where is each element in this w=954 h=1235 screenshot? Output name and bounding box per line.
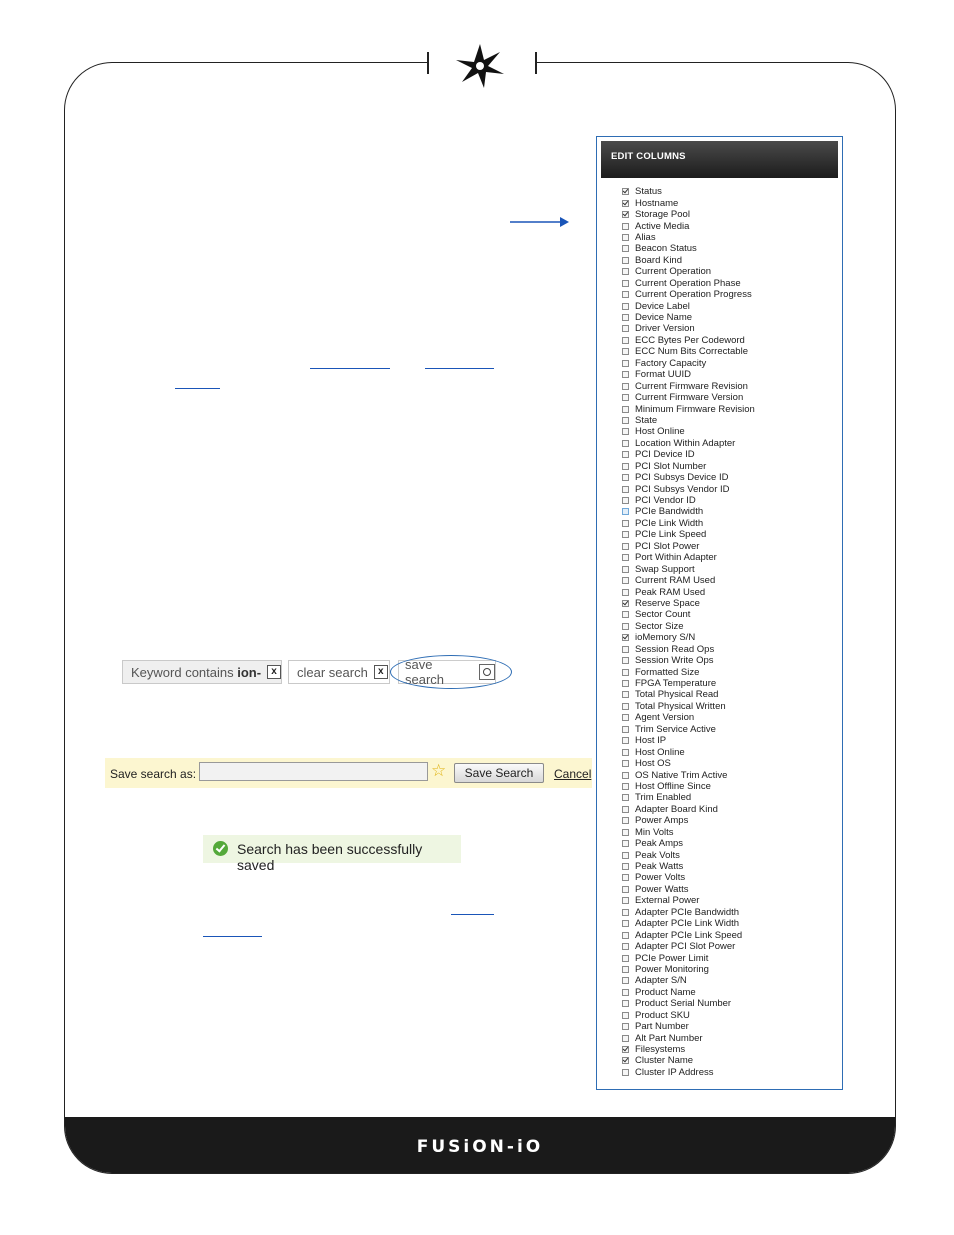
edit-columns-header: [601, 141, 838, 178]
column-option[interactable]: [622, 220, 755, 231]
column-label: Host Online: [635, 426, 685, 438]
column-checkbox[interactable]: [622, 577, 629, 584]
column-checkbox[interactable]: [622, 360, 629, 367]
column-option[interactable]: [622, 632, 755, 643]
column-label: Product Name: [635, 986, 696, 998]
column-label: Formatted Size: [635, 666, 700, 678]
column-checkbox[interactable]: [622, 760, 629, 767]
column-checkbox[interactable]: [622, 1035, 629, 1042]
column-label: Adapter PCIe Link Width: [635, 918, 740, 930]
column-option[interactable]: [622, 312, 755, 323]
column-label: Power Volts: [635, 872, 686, 884]
success-message-bar: [203, 835, 461, 873]
column-option[interactable]: [622, 461, 755, 472]
column-label: Total Physical Read: [635, 689, 719, 701]
column-checkbox[interactable]: [622, 955, 629, 962]
column-checkbox[interactable]: [622, 451, 629, 458]
column-option[interactable]: [622, 552, 755, 563]
column-checkbox[interactable]: [622, 1023, 629, 1030]
column-option[interactable]: [622, 472, 755, 483]
column-checkbox[interactable]: [622, 817, 629, 824]
save-search-submit-button[interactable]: Save Search: [454, 763, 544, 783]
column-label: Peak Volts: [635, 849, 680, 861]
column-checkbox[interactable]: [622, 943, 629, 950]
column-label: Total Physical Written: [635, 700, 726, 712]
column-label: State: [635, 414, 658, 426]
column-label: Hostname: [635, 197, 679, 209]
column-label: Current Operation: [635, 266, 712, 278]
check-circle-icon: [213, 841, 228, 856]
column-checkbox[interactable]: [622, 1046, 629, 1053]
column-checkbox[interactable]: [622, 737, 629, 744]
column-option[interactable]: [622, 575, 755, 586]
edit-columns-panel: [596, 136, 843, 1090]
column-label: Alt Part Number: [635, 1032, 703, 1044]
column-option[interactable]: [622, 895, 755, 906]
column-label: PCIe Bandwidth: [635, 506, 704, 518]
column-option[interactable]: [622, 449, 755, 460]
column-checkbox[interactable]: [622, 520, 629, 527]
fusion-io-star-icon: [450, 40, 510, 90]
column-checkbox[interactable]: [622, 977, 629, 984]
column-label: Trim Enabled: [635, 792, 692, 804]
column-label: Current Operation Phase: [635, 277, 741, 289]
column-option[interactable]: [622, 666, 755, 677]
column-option[interactable]: [622, 655, 755, 666]
clear-search-label: clear search: [297, 664, 368, 680]
column-checkbox[interactable]: [622, 497, 629, 504]
column-option[interactable]: [622, 197, 755, 208]
column-option[interactable]: [622, 243, 755, 254]
column-checkbox[interactable]: [622, 348, 629, 355]
footer-bar: [65, 1117, 895, 1173]
column-label: Factory Capacity: [635, 357, 707, 369]
column-label: FPGA Temperature: [635, 678, 717, 690]
column-option[interactable]: [622, 563, 755, 574]
column-checkbox[interactable]: [622, 989, 629, 996]
column-label: ECC Num Bits Correctable: [635, 346, 748, 358]
column-option[interactable]: [622, 769, 755, 780]
column-checkbox[interactable]: [622, 634, 629, 641]
column-option[interactable]: [622, 724, 755, 735]
link-underline: [175, 388, 220, 389]
column-label: Sector Count: [635, 609, 691, 621]
column-label: Status: [635, 186, 662, 198]
column-label: Board Kind: [635, 254, 683, 266]
column-option[interactable]: [622, 289, 755, 300]
frame-tick-right: [535, 52, 537, 74]
column-option[interactable]: [622, 438, 755, 449]
column-label: Driver Version: [635, 323, 695, 335]
column-label: Port Within Adapter: [635, 552, 717, 564]
column-label: Adapter Board Kind: [635, 803, 718, 815]
column-label: Device Label: [635, 300, 690, 312]
column-option[interactable]: [622, 300, 755, 311]
edit-columns-title: EDIT COLUMNS: [611, 151, 686, 162]
column-checkbox[interactable]: [622, 508, 629, 515]
column-checkbox[interactable]: [622, 646, 629, 653]
column-checkbox[interactable]: [622, 600, 629, 607]
column-label: ioMemory S/N: [635, 632, 696, 644]
arrow-right-icon: [510, 215, 570, 229]
column-option[interactable]: [622, 518, 755, 529]
column-checkbox[interactable]: [622, 486, 629, 493]
column-checkbox[interactable]: [622, 794, 629, 801]
column-label: Min Volts: [635, 826, 674, 838]
column-checkbox[interactable]: [622, 726, 629, 733]
column-checkbox[interactable]: [622, 714, 629, 721]
column-option[interactable]: [622, 838, 755, 849]
column-label: PCI Slot Number: [635, 460, 707, 472]
column-option[interactable]: [622, 815, 755, 826]
column-checkbox[interactable]: [622, 909, 629, 916]
column-checkbox[interactable]: [622, 669, 629, 676]
column-label: Agent Version: [635, 712, 695, 724]
column-checkbox[interactable]: [622, 554, 629, 561]
column-checkbox[interactable]: [622, 772, 629, 779]
column-label: Current Firmware Revision: [635, 380, 748, 392]
column-checkbox[interactable]: [622, 874, 629, 881]
column-label: Adapter PCIe Bandwidth: [635, 906, 740, 918]
column-option[interactable]: [622, 644, 755, 655]
column-option[interactable]: [622, 1010, 755, 1021]
column-option[interactable]: [622, 987, 755, 998]
success-message-text: Search has been successfully saved: [237, 841, 423, 873]
column-option[interactable]: [622, 1021, 755, 1032]
column-option[interactable]: [622, 1067, 755, 1078]
column-label: Adapter S/N: [635, 975, 687, 987]
column-option[interactable]: [622, 1055, 755, 1066]
column-checkbox[interactable]: [622, 691, 629, 698]
column-label: Cluster Name: [635, 1055, 694, 1067]
column-option[interactable]: [622, 1044, 755, 1055]
column-option[interactable]: [622, 415, 755, 426]
column-label: Power Monitoring: [635, 963, 709, 975]
column-label: Sector Size: [635, 620, 684, 632]
frame-tick-left: [427, 52, 429, 74]
column-option[interactable]: [622, 426, 755, 437]
column-option[interactable]: [622, 621, 755, 632]
column-checkbox[interactable]: [622, 589, 629, 596]
column-checkbox[interactable]: [622, 1057, 629, 1064]
column-checkbox[interactable]: [622, 383, 629, 390]
column-checkbox[interactable]: [622, 966, 629, 973]
column-option[interactable]: [622, 929, 755, 940]
column-checkbox[interactable]: [622, 920, 629, 927]
column-label: Trim Service Active: [635, 723, 716, 735]
column-checkbox[interactable]: [622, 257, 629, 264]
column-option[interactable]: [622, 266, 755, 277]
column-checkbox[interactable]: [622, 280, 629, 287]
column-checkbox[interactable]: [622, 474, 629, 481]
link-underline: [310, 368, 390, 369]
column-option[interactable]: [622, 689, 755, 700]
column-checkbox[interactable]: [622, 428, 629, 435]
column-label: Current Firmware Version: [635, 392, 744, 404]
column-label: Product SKU: [635, 1009, 690, 1021]
column-option[interactable]: [622, 186, 755, 197]
column-label: Device Name: [635, 312, 693, 324]
column-option[interactable]: [622, 346, 755, 357]
column-checkbox[interactable]: [622, 863, 629, 870]
column-label: Host OS: [635, 758, 671, 770]
column-option[interactable]: [622, 598, 755, 609]
column-checkbox[interactable]: [622, 417, 629, 424]
column-option[interactable]: [622, 735, 755, 746]
footer-logo: FUSiON-iO: [416, 1137, 544, 1157]
column-option[interactable]: [622, 941, 755, 952]
column-option[interactable]: [622, 918, 755, 929]
column-option[interactable]: [622, 495, 755, 506]
keyword-filter-value: ion-: [237, 664, 262, 680]
save-search-label: save search: [405, 657, 445, 687]
column-label: Host Offline Since: [635, 780, 711, 792]
column-option[interactable]: [622, 335, 755, 346]
column-checkbox[interactable]: [622, 886, 629, 893]
save-search-bar: [105, 758, 592, 788]
column-option[interactable]: [622, 964, 755, 975]
column-checkbox[interactable]: [622, 325, 629, 332]
column-label: PCIe Power Limit: [635, 952, 709, 964]
column-label: Adapter PCIe Link Speed: [635, 929, 743, 941]
column-label: Peak Amps: [635, 838, 684, 850]
column-option[interactable]: [622, 758, 755, 769]
column-option[interactable]: [622, 506, 755, 517]
column-option[interactable]: [622, 380, 755, 391]
column-label: Product Serial Number: [635, 998, 732, 1010]
column-checkbox[interactable]: [622, 932, 629, 939]
column-option[interactable]: [622, 392, 755, 403]
column-label: PCIe Link Speed: [635, 529, 707, 541]
column-checkbox[interactable]: [622, 268, 629, 275]
column-option[interactable]: [622, 541, 755, 552]
column-label: PCI Device ID: [635, 449, 695, 461]
column-label: Power Amps: [635, 815, 689, 827]
column-checkbox[interactable]: [622, 211, 629, 218]
column-option[interactable]: [622, 586, 755, 597]
column-label: Host Online: [635, 746, 685, 758]
column-option[interactable]: [622, 792, 755, 803]
column-checkbox[interactable]: [622, 680, 629, 687]
column-label: Session Write Ops: [635, 655, 714, 667]
column-checkbox[interactable]: [622, 245, 629, 252]
column-checkbox[interactable]: [622, 1000, 629, 1007]
column-option[interactable]: [622, 861, 755, 872]
column-checkbox[interactable]: [622, 223, 629, 230]
column-label: Format UUID: [635, 369, 691, 381]
column-label: Minimum Firmware Revision: [635, 403, 755, 415]
save-search-as-label: Save search as:: [110, 767, 197, 781]
column-checkbox[interactable]: [622, 337, 629, 344]
keyword-filter-chip: [122, 660, 282, 684]
column-label: Cluster IP Address: [635, 1066, 714, 1078]
column-checkbox[interactable]: [622, 188, 629, 195]
clear-search-icon: x: [374, 665, 388, 679]
save-search-name-input[interactable]: [199, 762, 428, 781]
column-option[interactable]: [622, 678, 755, 689]
column-checkbox[interactable]: [622, 394, 629, 401]
star-icon[interactable]: ☆: [431, 761, 447, 780]
column-checkbox[interactable]: [622, 703, 629, 710]
column-label: Location Within Adapter: [635, 437, 736, 449]
column-option[interactable]: [622, 255, 755, 266]
column-label: Beacon Status: [635, 243, 697, 255]
column-label: PCIe Link Width: [635, 517, 704, 529]
column-option[interactable]: [622, 403, 755, 414]
column-checkbox[interactable]: [622, 531, 629, 538]
column-label: PCI Slot Power: [635, 540, 700, 552]
column-checkbox[interactable]: [622, 234, 629, 241]
column-checkbox[interactable]: [622, 1012, 629, 1019]
column-label: Host IP: [635, 735, 667, 747]
column-option[interactable]: [622, 1032, 755, 1043]
column-option[interactable]: [622, 884, 755, 895]
column-option[interactable]: [622, 209, 755, 220]
column-option[interactable]: [622, 872, 755, 883]
column-option[interactable]: [622, 483, 755, 494]
column-option[interactable]: [622, 323, 755, 334]
column-checkbox[interactable]: [622, 749, 629, 756]
column-checkbox[interactable]: [622, 806, 629, 813]
column-option[interactable]: [622, 907, 755, 918]
column-option[interactable]: [622, 781, 755, 792]
column-checkbox[interactable]: [622, 611, 629, 618]
column-label: Session Read Ops: [635, 643, 715, 655]
column-label: Peak Watts: [635, 861, 684, 873]
column-label: OS Native Trim Active: [635, 769, 728, 781]
column-checkbox[interactable]: [622, 897, 629, 904]
column-option[interactable]: [622, 712, 755, 723]
column-option[interactable]: [622, 701, 755, 712]
column-checkbox[interactable]: [622, 303, 629, 310]
column-option[interactable]: [622, 998, 755, 1009]
keyword-filter-label: Keyword contains: [131, 664, 238, 680]
column-checkbox[interactable]: [622, 440, 629, 447]
column-checkbox[interactable]: [622, 371, 629, 378]
column-checkbox[interactable]: [622, 623, 629, 630]
column-list: [622, 186, 755, 1078]
column-option[interactable]: [622, 975, 755, 986]
column-label: Power Watts: [635, 883, 689, 895]
column-checkbox[interactable]: [622, 566, 629, 573]
column-label: ECC Bytes Per Codeword: [635, 334, 745, 346]
link-underline: [451, 914, 494, 915]
column-option[interactable]: [622, 609, 755, 620]
column-option[interactable]: [622, 849, 755, 860]
column-checkbox[interactable]: [622, 463, 629, 470]
column-option[interactable]: [622, 804, 755, 815]
column-checkbox[interactable]: [622, 829, 629, 836]
clear-search-button[interactable]: [288, 660, 390, 684]
column-checkbox[interactable]: [622, 852, 629, 859]
column-checkbox[interactable]: [622, 1069, 629, 1076]
column-option[interactable]: [622, 278, 755, 289]
column-label: Swap Support: [635, 563, 695, 575]
column-checkbox[interactable]: [622, 291, 629, 298]
column-option[interactable]: [622, 358, 755, 369]
column-label: Current RAM Used: [635, 575, 716, 587]
column-label: Filesystems: [635, 1044, 686, 1056]
column-option[interactable]: [622, 369, 755, 380]
column-label: External Power: [635, 895, 700, 907]
link-underline: [203, 936, 262, 937]
column-option[interactable]: [622, 746, 755, 757]
column-checkbox[interactable]: [622, 783, 629, 790]
column-label: Current Operation Progress: [635, 289, 752, 301]
column-label: Adapter PCI Slot Power: [635, 941, 736, 953]
column-checkbox[interactable]: [622, 200, 629, 207]
cancel-link[interactable]: Cancel: [554, 767, 592, 781]
column-label: Storage Pool: [635, 209, 690, 221]
column-checkbox[interactable]: [622, 314, 629, 321]
column-option[interactable]: [622, 232, 755, 243]
column-label: PCI Subsys Vendor ID: [635, 483, 730, 495]
column-checkbox[interactable]: [622, 840, 629, 847]
column-checkbox[interactable]: [622, 657, 629, 664]
column-label: PCI Subsys Device ID: [635, 472, 729, 484]
column-label: Part Number: [635, 1021, 689, 1033]
remove-filter-icon[interactable]: x: [267, 665, 281, 679]
link-underline: [425, 368, 494, 369]
column-checkbox[interactable]: [622, 543, 629, 550]
column-label: PCI Vendor ID: [635, 495, 696, 507]
column-option[interactable]: [622, 952, 755, 963]
column-option[interactable]: [622, 529, 755, 540]
column-label: Reserve Space: [635, 597, 700, 609]
column-label: Active Media: [635, 220, 690, 232]
column-label: Alias: [635, 231, 656, 243]
column-label: Peak RAM Used: [635, 586, 706, 598]
highlight-oval: [390, 655, 512, 689]
column-checkbox[interactable]: [622, 406, 629, 413]
column-option[interactable]: [622, 827, 755, 838]
